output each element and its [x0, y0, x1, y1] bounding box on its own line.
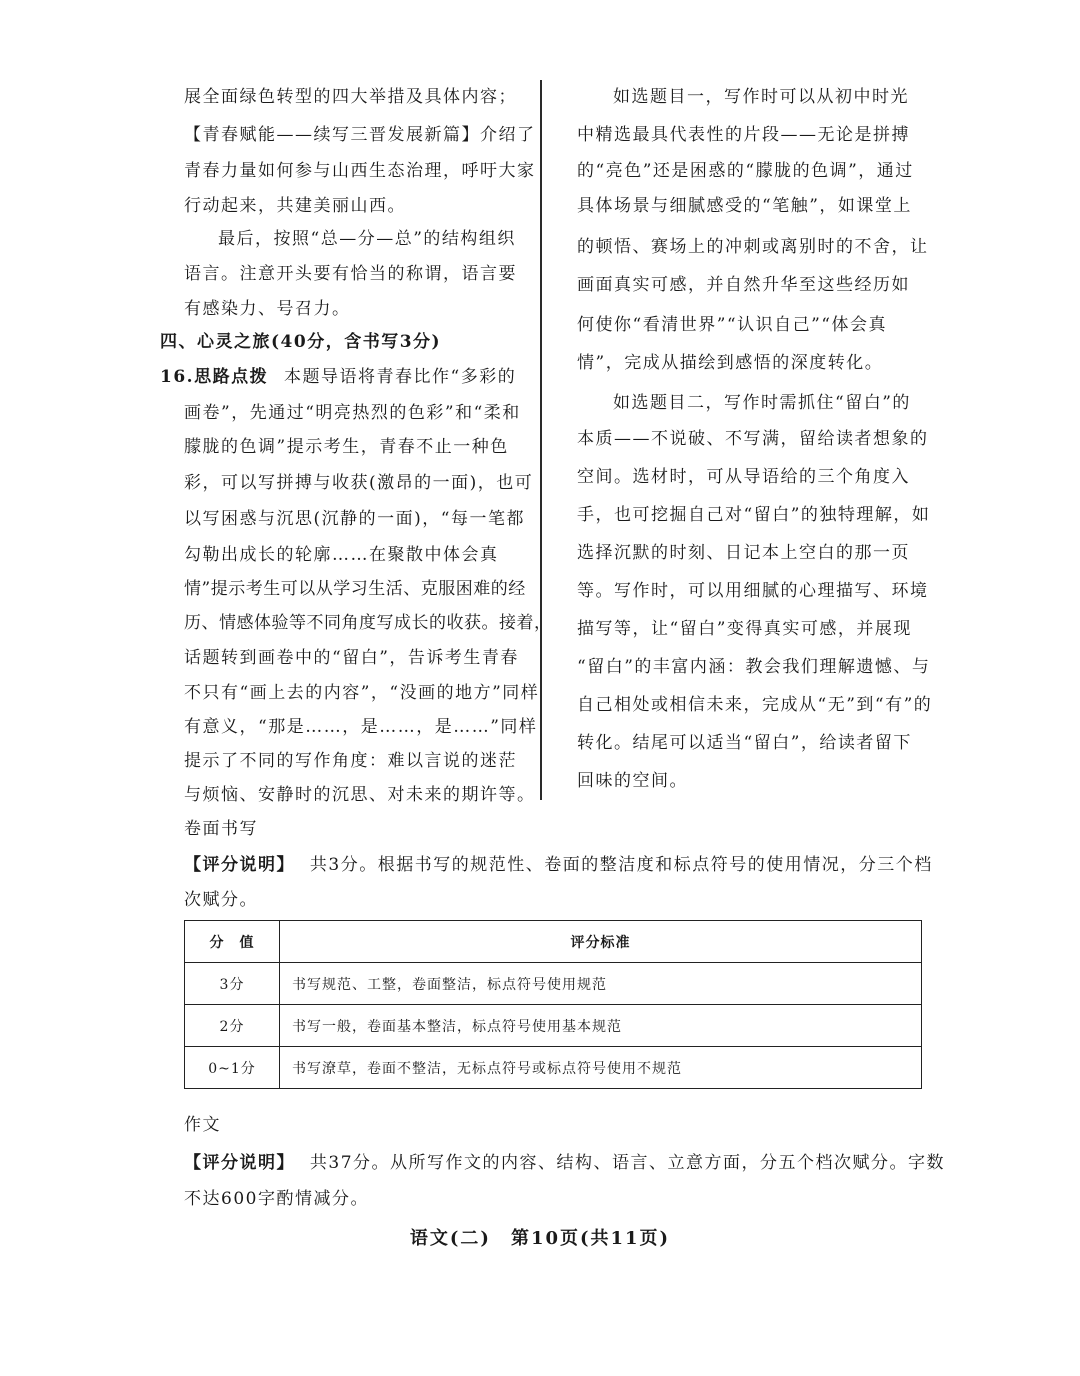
text-line: 本质——不说破、不写满，留给读者想象的 [577, 429, 929, 449]
score-cell: 2分 [185, 1005, 280, 1047]
text-line: 如选题目二，写作时需抓住“留白”的 [613, 393, 911, 413]
text-line: 提示了不同的写作角度：难以言说的迷茫 [184, 751, 517, 771]
text-line: 本题导语将青春比作“多彩的 [284, 367, 517, 387]
text-line: 回味的空间。 [577, 771, 688, 791]
table-header-row [185, 921, 922, 963]
text-line: 何使你“看清世界”“认识自己”“体会真 [577, 315, 887, 335]
text-line: 如选题目一，写作时可以从初中时光 [613, 87, 909, 107]
text-line: 情”，完成从描绘到感悟的深度转化。 [577, 353, 884, 373]
text-line: 的“亮色”还是困惑的“朦胧的色调”，通过 [577, 161, 914, 181]
essay-note-line2: 不达600字酌情减分。 [184, 1189, 369, 1209]
section-heading: 四、心灵之旅(40分，含书写3分) [160, 332, 442, 352]
scoring-note-label: 【评分说明】 [184, 855, 295, 875]
question-number-16: 16. [160, 367, 195, 387]
handwriting-note-line1 [184, 850, 933, 875]
text-line: 历、情感体验等不同角度写成长的收获。接着， [184, 613, 552, 633]
text-line: 的顿悟、赛场上的冲刺或离别时的不舍，让 [577, 237, 929, 257]
text-line: 有意义，“那是……，是……，是……”同样 [184, 717, 538, 737]
scoring-note-text: 共37分。从所写作文的内容、结构、语言、立意方面，分五个档次赋分。字数 [309, 1153, 946, 1173]
text-line: 手，也可挖掘自己对“留白”的独特理解，如 [577, 505, 931, 525]
text-line: “留白”的丰富内涵：教会我们理解遗憾、与 [577, 657, 931, 677]
handwriting-note-line2: 次赋分。 [184, 890, 258, 910]
text-line: 朦胧的色调”提示考生，青春不止一种色 [184, 437, 509, 457]
text-line: 行动起来，共建美丽山西。 [184, 196, 406, 216]
text-line: 彩，可以写拼搏与收获(激昂的一面)，也可 [184, 473, 534, 493]
page-footer: 语文(二) 第10页(共11页) [409, 1228, 671, 1249]
standard-cell: 书写规范、工整，卷面整洁，标点符号使用规范 [280, 963, 922, 1005]
q16-label: 思路点拨 [194, 367, 269, 387]
text-line: 展全面绿色转型的四大举措及具体内容； [184, 87, 517, 107]
text-line: 具体场景与细腻感受的“笔触”，如课堂上 [577, 196, 912, 216]
text-line: 画卷”，先通过“明亮热烈的色彩”和“柔和 [184, 403, 521, 423]
table-row [185, 1005, 922, 1047]
text-line: 有感染力、号召力。 [184, 299, 351, 319]
handwriting-title: 卷面书写 [184, 819, 258, 839]
text-line: 不只有“画上去的内容”，“没画的地方”同样 [184, 683, 540, 703]
text-line: 自己相处或相信未来，完成从“无”到“有”的 [577, 695, 933, 715]
text-line: 选择沉默的时刻、日记本上空白的那一页 [577, 543, 910, 563]
score-cell: 0~1分 [185, 1047, 280, 1089]
text-line: 中精选最具代表性的片段——无论是拼搏 [577, 125, 910, 145]
table-row [185, 963, 922, 1005]
standard-cell: 书写一般，卷面基本整洁，标点符号使用基本规范 [280, 1005, 922, 1047]
text-line: 描写等，让“留白”变得真实可感，并展现 [577, 619, 912, 639]
handwriting-score-table [184, 920, 922, 1089]
table-row [185, 1047, 922, 1089]
text-line: 以写困惑与沉思(沉静的一面)，“每一笔都 [184, 509, 525, 529]
text-line: 青春力量如何参与山西生态治理，呼吁大家 [184, 161, 536, 181]
score-cell: 3分 [185, 963, 280, 1005]
question-number [160, 362, 268, 387]
text-line: 话题转到画卷中的“留白”，告诉考生青春 [184, 648, 519, 668]
text-line: 与烦恼、安静时的沉思、对未来的期许等。 [184, 785, 536, 805]
scoring-note-text: 共3分。根据书写的规范性、卷面的整洁度和标点符号的使用情况，分三个档 [309, 855, 933, 875]
text-line: 勾勒出成长的轮廓……在聚散中体会真 [184, 545, 499, 565]
standard-cell: 书写潦草，卷面不整洁，无标点符号或标点符号使用不规范 [280, 1047, 922, 1089]
text-line: 情”提示考生可以从学习生活、克服困难的经 [184, 579, 526, 599]
text-line: 最后，按照“总—分—总”的结构组织 [218, 229, 516, 249]
column-divider [540, 80, 542, 800]
text-line: 等。写作时，可以用细腻的心理描写、环境 [577, 581, 929, 601]
text-line: 语言。注意开头要有恰当的称谓，语言要 [184, 264, 517, 284]
header-score: 分 值 [185, 921, 280, 963]
text-line: 转化。结尾可以适当“留白”，给读者留下 [577, 733, 912, 753]
text-line: 【青春赋能——续写三晋发展新篇】介绍了 [184, 125, 536, 145]
text-line: 画面真实可感，并自然升华至这些经历如 [577, 275, 910, 295]
header-standard: 评分标准 [280, 921, 922, 963]
essay-note-line1 [184, 1148, 945, 1173]
text-line: 空间。选材时，可从导语给的三个角度入 [577, 467, 910, 487]
scoring-note-label: 【评分说明】 [184, 1153, 295, 1173]
essay-title: 作文 [184, 1115, 221, 1135]
